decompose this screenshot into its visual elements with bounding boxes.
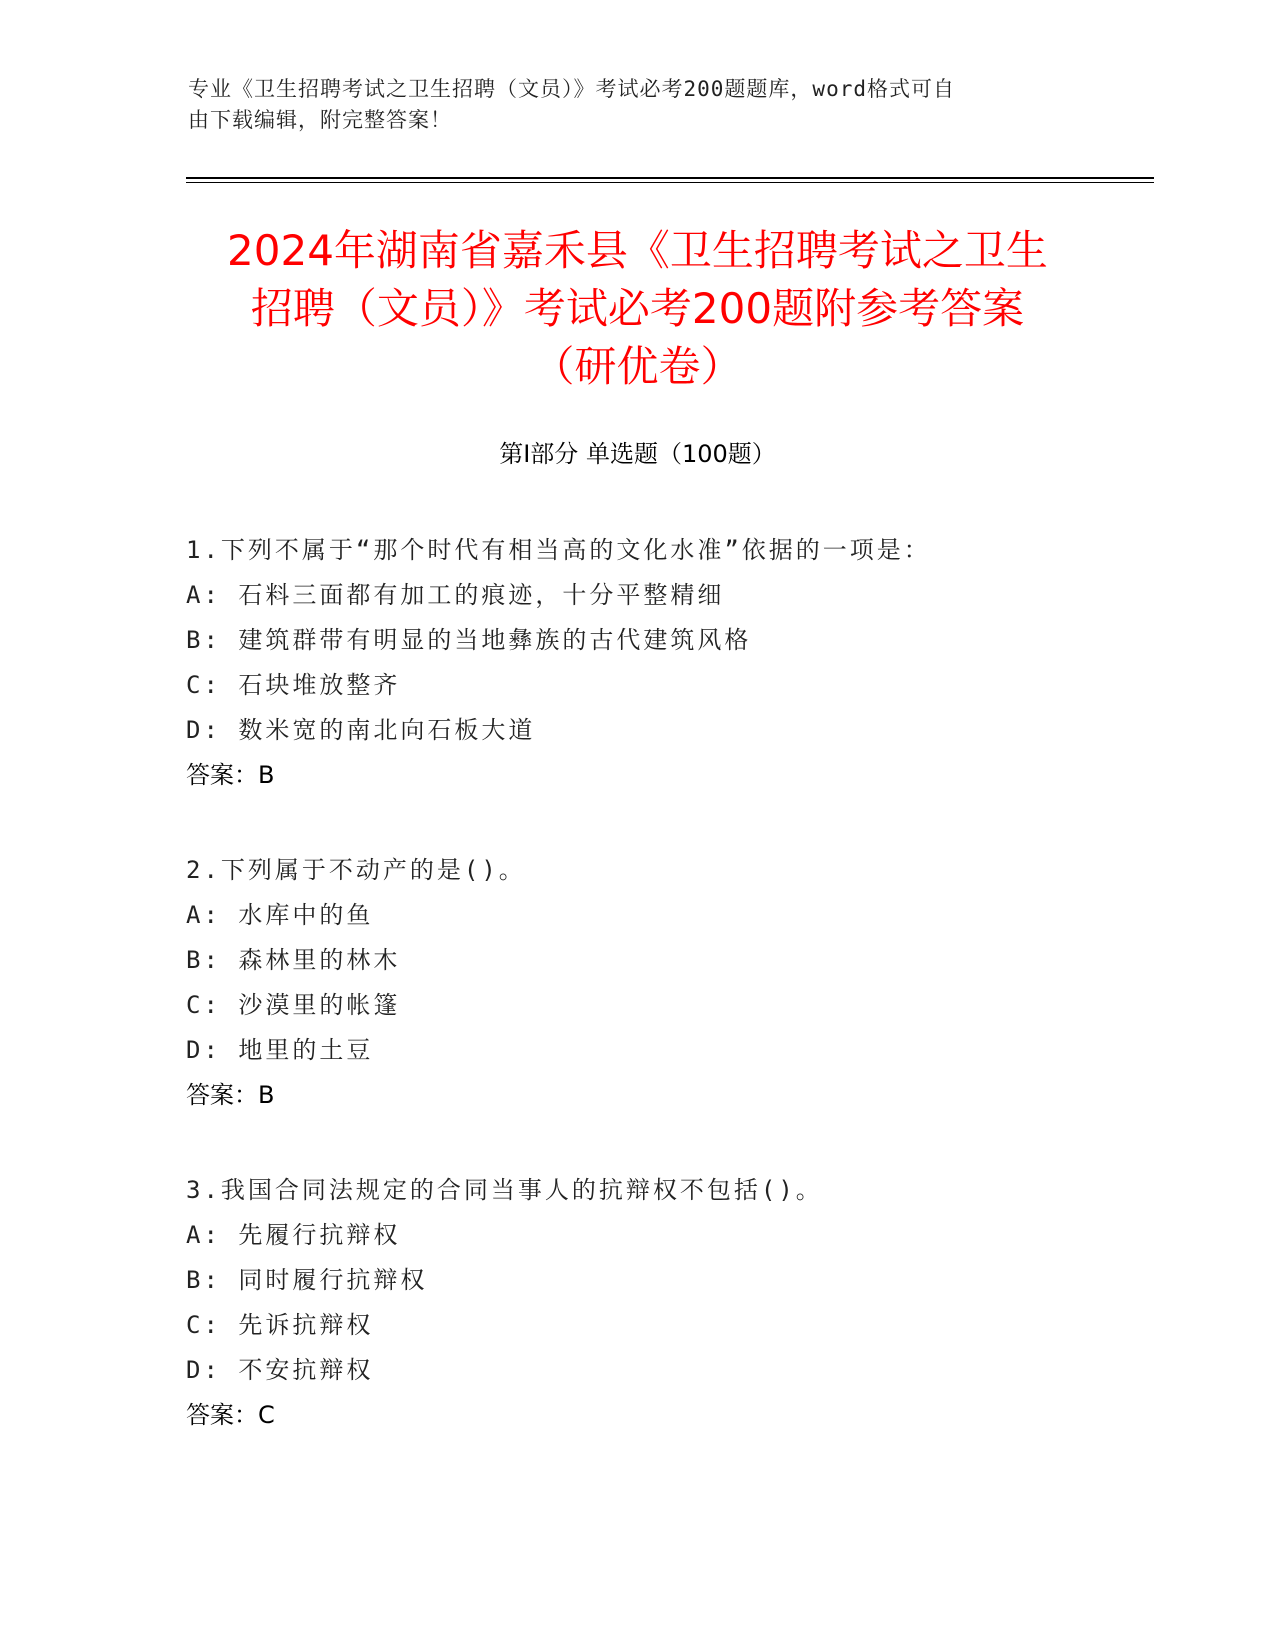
option-text: 地里的土豆 bbox=[238, 1036, 374, 1064]
option-key: A: bbox=[186, 1221, 221, 1249]
option-key: A: bbox=[186, 581, 221, 609]
option-d bbox=[186, 708, 1146, 753]
document-title-line-2: 招聘（文员）》考试必考200题附参考答案 bbox=[250, 284, 1025, 333]
option-key: B: bbox=[186, 626, 221, 654]
option-text: 森林里的林木 bbox=[238, 946, 401, 974]
option-text: 同时履行抗辩权 bbox=[238, 1266, 428, 1294]
option-text: 石块堆放整齐 bbox=[238, 671, 401, 699]
option-key: B: bbox=[186, 1266, 221, 1294]
header-divider-thick bbox=[186, 177, 1154, 179]
option-text: 先诉抗辩权 bbox=[238, 1311, 374, 1339]
question-list bbox=[186, 528, 1146, 1488]
option-b bbox=[186, 618, 1146, 663]
option-c bbox=[186, 663, 1146, 708]
option-d bbox=[186, 1348, 1146, 1393]
option-b bbox=[186, 938, 1146, 983]
header-note-line-2: 由下载编辑，附完整答案！ bbox=[188, 108, 452, 132]
document-title bbox=[160, 222, 1115, 396]
header-note bbox=[188, 74, 1068, 136]
option-key: A: bbox=[186, 901, 221, 929]
header-divider-thin bbox=[186, 182, 1154, 183]
document-title-line-1: 2024年湖南省嘉禾县《卫生招聘考试之卫生 bbox=[227, 226, 1048, 275]
option-key: C: bbox=[186, 991, 221, 1019]
option-a bbox=[186, 573, 1146, 618]
option-text: 不安抗辩权 bbox=[238, 1356, 374, 1384]
option-b bbox=[186, 1258, 1146, 1303]
option-key: D: bbox=[186, 1036, 221, 1064]
option-text: 沙漠里的帐篷 bbox=[238, 991, 401, 1019]
document-title-line-3: （研优卷） bbox=[532, 342, 743, 391]
option-text: 先履行抗辩权 bbox=[238, 1221, 401, 1249]
option-key: C: bbox=[186, 1311, 221, 1339]
option-key: D: bbox=[186, 1356, 221, 1384]
question-3 bbox=[186, 1168, 1146, 1438]
question-1 bbox=[186, 528, 1146, 798]
question-stem: 2.下列属于不动产的是()。 bbox=[186, 856, 526, 884]
option-text: 石料三面都有加工的痕迹，十分平整精细 bbox=[238, 581, 725, 609]
option-key: C: bbox=[186, 671, 221, 699]
option-key: D: bbox=[186, 716, 221, 744]
header-note-line-1: 专业《卫生招聘考试之卫生招聘（文员）》考试必考200题题库，word格式可自 bbox=[188, 77, 955, 101]
option-a bbox=[186, 1213, 1146, 1258]
question-stem: 3.我国合同法规定的合同当事人的抗辩权不包括()。 bbox=[186, 1176, 823, 1204]
answer: 答案：B bbox=[186, 761, 275, 789]
answer: 答案：C bbox=[186, 1401, 275, 1429]
option-key: B: bbox=[186, 946, 221, 974]
section-title: 第Ⅰ部分 单选题（100题） bbox=[499, 440, 776, 468]
answer: 答案：B bbox=[186, 1081, 275, 1109]
option-text: 建筑群带有明显的当地彝族的古代建筑风格 bbox=[238, 626, 752, 654]
option-text: 数米宽的南北向石板大道 bbox=[238, 716, 536, 744]
option-d bbox=[186, 1028, 1146, 1073]
option-a bbox=[186, 893, 1146, 938]
option-c bbox=[186, 1303, 1146, 1348]
option-text: 水库中的鱼 bbox=[238, 901, 374, 929]
option-c bbox=[186, 983, 1146, 1028]
question-2 bbox=[186, 848, 1146, 1118]
question-stem: 1.下列不属于“那个时代有相当高的文化水准”依据的一项是： bbox=[186, 536, 931, 564]
